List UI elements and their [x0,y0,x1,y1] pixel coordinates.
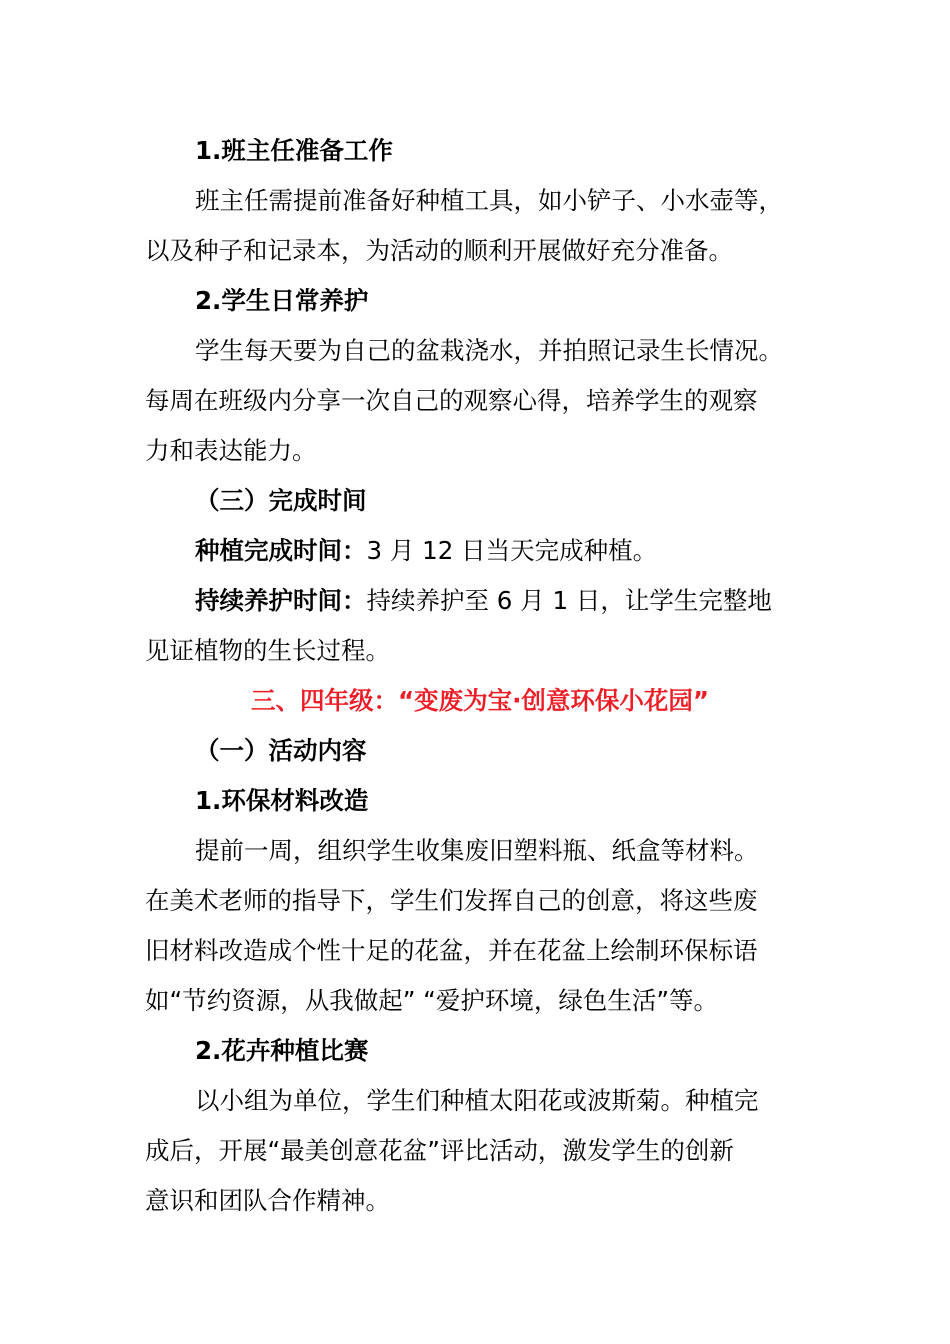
paragraph-line: 学生每天要为自己的盆栽浇水，并拍照记录生长情况。 [195,336,783,365]
heading-class-teacher-prep: 1.班主任准备工作 [195,136,393,165]
paragraph-line: 每周在班级内分享一次自己的观察心得，培养学生的观察 [145,386,758,415]
paragraph-line: 班主任需提前准备好种植工具，如小铲子、小水壶等， [195,186,783,215]
care-time-label: 持续养护时间： [195,586,367,615]
planting-time-line [195,536,825,566]
paragraph-line: 提前一周，组织学生收集废旧塑料瓶、纸盒等材料。 [195,836,759,865]
paragraph-line: 意识和团队合作精神。 [145,1186,390,1215]
heading-activity-content: （一）活动内容 [195,736,367,765]
paragraph-line: 在美术老师的指导下，学生们发挥自己的创意，将这些废 [145,886,758,915]
paragraph-line: 成后，开展“最美创意花盆”评比活动，激发学生的创新 [145,1136,734,1165]
paragraph-line: 旧材料改造成个性十足的花盆，并在花盆上绘制环保标语 [145,936,758,965]
care-time-line [195,586,825,616]
heading-material-reuse: 1.环保材料改造 [195,786,369,815]
paragraph-line: 见证植物的生长过程。 [145,636,390,665]
section-title: 三、四年级：“变废为宝·创意环保小花园” [250,686,709,715]
planting-time-text: 3 月 12 日当天完成种植。 [366,536,658,565]
planting-time-label: 种植完成时间： [195,536,367,565]
care-time-text: 持续养护至 6 月 1 日，让学生完整地 [366,586,772,615]
heading-daily-care: 2.学生日常养护 [195,286,369,315]
paragraph-line: 以小组为单位，学生们种植太阳花或波斯菊。种植完 [195,1086,759,1115]
heading-completion-time: （三）完成时间 [195,486,367,515]
paragraph-line: 如“节约资源，从我做起” “爱护环境，绿色生活”等。 [145,986,719,1015]
heading-flower-contest: 2.花卉种植比赛 [195,1036,369,1065]
paragraph-line: 力和表达能力。 [145,436,317,465]
paragraph-line: 以及种子和记录本，为活动的顺利开展做好充分准备。 [145,236,733,265]
